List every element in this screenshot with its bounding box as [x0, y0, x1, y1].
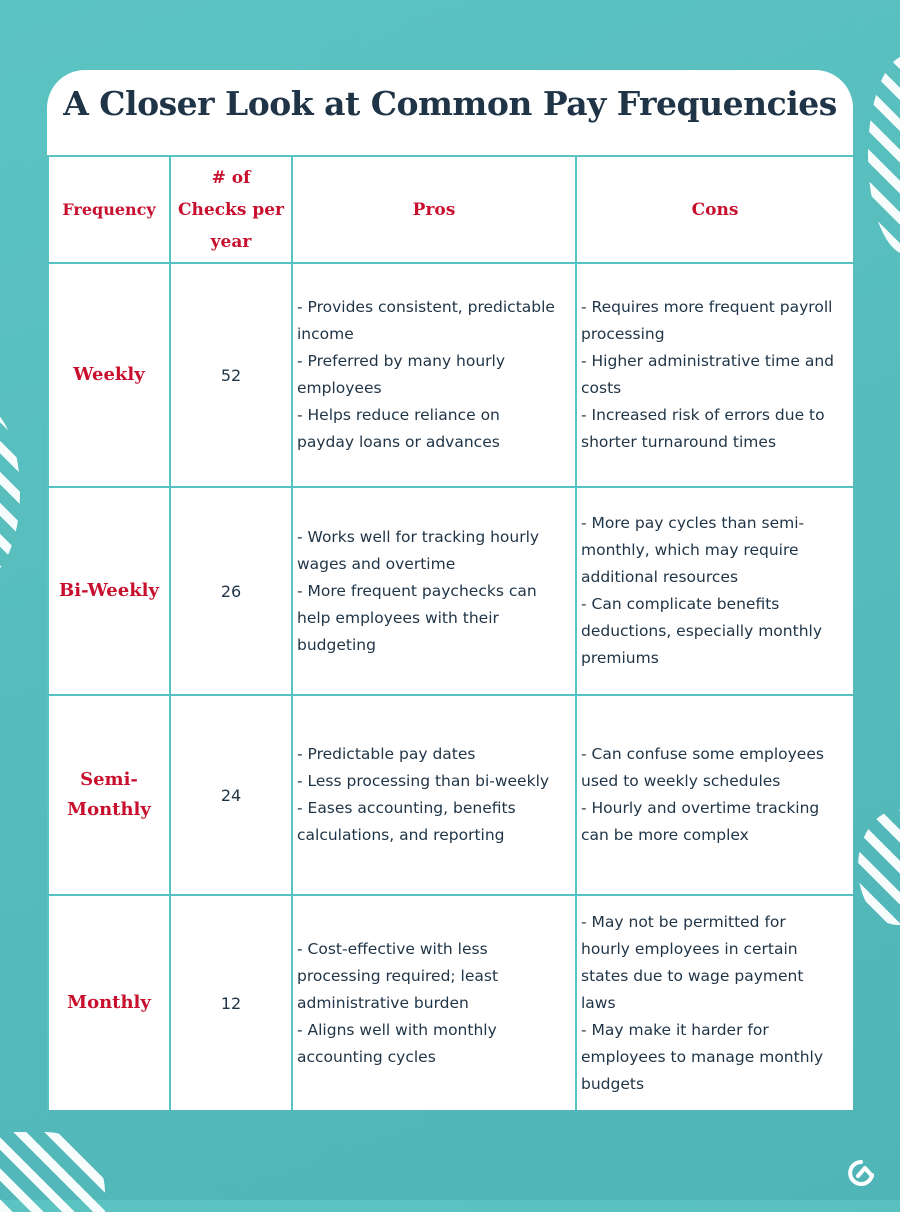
- cons-cell: [576, 487, 853, 695]
- cons-line: budgets: [581, 1074, 645, 1093]
- frequency-label: Monthly: [67, 992, 151, 1013]
- cons-line: deductions, especially monthly: [581, 622, 822, 640]
- checks-cell: 24: [170, 695, 292, 895]
- checks-cell: 52: [170, 263, 292, 487]
- pros-cell: [292, 487, 576, 695]
- checks-cell: 26: [170, 487, 292, 695]
- pros-line: - Predictable pay dates: [297, 745, 476, 763]
- cons-line: used to weekly schedules: [581, 772, 781, 790]
- pros-line: - More frequent paychecks can: [297, 581, 537, 600]
- pros-line: - Eases accounting, benefits: [297, 799, 516, 817]
- frequency-cell: [48, 487, 170, 695]
- header-checks-line: # of: [211, 167, 251, 188]
- cons-line: employees to manage monthly: [581, 1047, 824, 1066]
- cons-line: states due to wage payment: [581, 966, 804, 985]
- cons-line: - More pay cycles than semi-: [581, 514, 805, 532]
- cons-cell: [576, 695, 853, 895]
- table-row-monthly: [48, 895, 853, 1110]
- decorative-stripes-bottom-left: [0, 1132, 105, 1212]
- header-cons: Cons: [576, 156, 853, 263]
- page-title: A Closer Look at Common Pay Frequencies: [63, 84, 837, 123]
- pros-line: - Helps reduce reliance on: [297, 406, 500, 424]
- pros-cell: [292, 695, 576, 895]
- cons-line: costs: [581, 379, 622, 397]
- header-frequency: Frequency: [48, 156, 170, 263]
- cons-line: - May make it harder for: [581, 1020, 769, 1039]
- frequency-label: Monthly: [67, 799, 151, 820]
- frequency-cell: [48, 263, 170, 487]
- cons-line: shorter turnaround times: [581, 433, 777, 451]
- header-pros: Pros: [292, 156, 576, 263]
- cons-line: - Higher administrative time and: [581, 352, 835, 370]
- cons-line: - Can complicate benefits: [581, 595, 780, 613]
- table-row-semi-monthly: [48, 695, 853, 895]
- pros-line: - Provides consistent, predictable: [297, 298, 555, 316]
- pros-line: processing required; least: [297, 966, 499, 985]
- pros-cell: [292, 263, 576, 487]
- header-checks-line: year: [210, 231, 252, 252]
- table-header-row: [48, 156, 853, 263]
- decorative-stripes-right-lower: [858, 810, 900, 925]
- pros-line: - Works well for tracking hourly: [297, 527, 540, 546]
- brand-logo-icon: [846, 1158, 878, 1186]
- cons-line: - Can confuse some employees: [581, 745, 824, 763]
- pros-line: payday loans or advances: [297, 433, 500, 451]
- cons-line: additional resources: [581, 568, 739, 586]
- cons-line: - Hourly and overtime tracking: [581, 799, 820, 817]
- decorative-stripes-left: [0, 405, 20, 580]
- frequency-label: Bi-Weekly: [59, 580, 159, 601]
- frequency-label: Semi-: [80, 769, 138, 790]
- cons-cell: [576, 263, 853, 487]
- cons-line: - Increased risk of errors due to: [581, 406, 825, 424]
- pros-line: - Less processing than bi-weekly: [297, 772, 550, 790]
- pros-line: - Aligns well with monthly: [297, 1020, 497, 1039]
- pros-line: - Preferred by many hourly: [297, 352, 506, 370]
- cons-line: - May not be permitted for: [581, 912, 786, 931]
- pros-line: help employees with their: [297, 608, 499, 627]
- cons-line: can be more complex: [581, 826, 749, 844]
- table-row-bi-weekly: [48, 487, 853, 695]
- cons-line: monthly, which may require: [581, 541, 799, 559]
- table-row-weekly: [48, 263, 853, 487]
- cons-line: hourly employees in certain: [581, 939, 798, 958]
- cons-line: processing: [581, 325, 665, 343]
- decorative-stripes-top-right: [868, 55, 900, 255]
- cons-line: laws: [581, 993, 616, 1012]
- header-checks-line: Checks per: [178, 199, 284, 220]
- cons-line: - Requires more frequent payroll: [581, 298, 833, 316]
- frequency-cell: [48, 895, 170, 1110]
- cons-cell: [576, 895, 853, 1110]
- pros-line: administrative burden: [297, 993, 469, 1012]
- pros-line: - Cost-effective with less: [297, 939, 488, 958]
- header-checks-per-year: [170, 156, 292, 263]
- frequency-cell: [48, 695, 170, 895]
- pay-frequency-table: [47, 155, 853, 1110]
- pros-cell: [292, 895, 576, 1110]
- pros-line: budgeting: [297, 635, 376, 654]
- pros-line: accounting cycles: [297, 1047, 436, 1066]
- pros-line: wages and overtime: [297, 554, 456, 573]
- content-card: [47, 70, 853, 1110]
- pros-line: employees: [297, 379, 382, 397]
- pros-line: income: [297, 325, 354, 343]
- cons-line: premiums: [581, 649, 659, 667]
- frequency-label: Weekly: [73, 364, 145, 385]
- checks-cell: 12: [170, 895, 292, 1110]
- pros-line: calculations, and reporting: [297, 826, 505, 844]
